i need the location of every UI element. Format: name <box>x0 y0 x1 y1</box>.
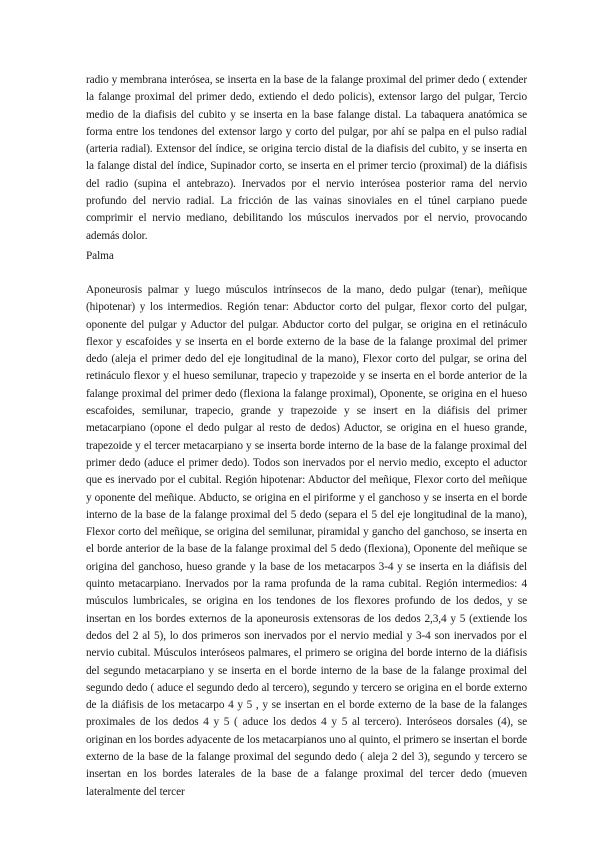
paragraph-palma: Aponeurosis palmar y luego músculos intrínsecos de la mano, dedo pulgar (tenar), meñique (hipotenar) y los intermedios. Región tenar: Abductor corto del pulgar, flexor corto del pulgar, oponente del pulgar y Aductor del pulgar. Abductor corto del pulgar, se origina en el retináculo flexor y escafoides y se inserta en el borde externo de la base de la falange proximal del primer dedo (aleja el primer dedo del eje longitudinal de la mano), Flexor corto del pulgar, se orina del retináculo flexor y el hueso semilunar, trapecio y trapezoide y se inserta en el borde anterior de la falange proximal del primer dedo (flexiona la falange proximal), Oponente, se origina en el hueso escafoides, semilunar, trapecio, grande y trapezoide y se insert en la diáfisis del primer metacarpiano (opone el dedo pulgar al resto de dedos) Aductor, se origina en el hueso grande, trapezoide y el tercer metacarpiano y se inserta borde interno de la base de la falange proximal del primer dedo (aduce el primer dedo). Todos son inervados por el nervio medio, excepto el aductor que es inervado por el cubital. Región hipotenar: Abductor del meñique, Flexor corto del meñique y oponente del meñique. Abducto, se origina en el piriforme y el ganchoso y se inserta en el borde interno de la base de la falange proximal del 5 dedo (separa el 5 del eje longitudinal de la mano), Flexor corto del meñique, se origina del semilunar, piramidal y gancho del ganchoso, se inserta en el borde anterior de la base de la falange proximal del 5 dedo (flexiona), Oponente del meñique se origina del ganchoso, hueso grande y la base de los metacarpos 3-4 y se inserta en la diáfisis del quinto metacarpiano. Inervados por la rama profunda de la rama cubital. Región intermedios: 4 músculos lumbricales, se origina en los tendones de los flexores profundo de los dedos, y se insertan en los bordes externos de la aponeurosis extensoras de los dedos 2,3,4 y 5 (extiende los dedos del 2 al 5), lo dos primeros son inervados por el nervio medial y 3-4 son inervados por el nervio cubital. Músculos interóseos palmares, el primero se origina del borde interno de la diáfisis del segundo metacarpiano y se inserta en el borde interno de la base de la falange proximal del segundo dedo ( aduce el segundo dedo al tercero), segundo y tercero se origina en el borde externo de la diáfisis de los metacarpo 4 y 5 , y se insertan en el borde externo de la base de la falanges proximales de los dedos 4 y 5 ( aduce los dedos 4 y 5 al tercero). Interóseos dorsales (4), se originan en los bordes adyacente de los metacarpianos uno al quinto, el primero se insertan el borde externo de la base de la falange proximal del segundo dedo ( aleja 2 del 3), segundo y tercero se insertan en los bordes laterales de la base de a falange proximal del tercer dedo (mueven lateralmente del tercer <box>86 284 527 798</box>
paragraph-extensors: radio y membrana interósea, se inserta en la base de la falange proximal del primer dedo ( extender la falange proximal del primer dedo, extiendo el dedo policis), extensor largo del pulgar, Tercio medio de la diafisis del cubito y se inserta en la base falange distal. La tabaquera anatómica se forma entre los tendones del extensor largo y corto del pulgar, por ahí se palpa en el pulso radial (arteria radial). Extensor del índice, se origina tercio distal de la diafisis del cubito, y se inserta en la falange distal del índice, Supinador corto, se inserta en el primer tercio (proximal) de la diáfisis del radio (supina el antebrazo). Inervados por el nervio interósea posterior rama del nervio profundo del nervio radial. La fricción de las vainas sinoviales en el túnel carpiano puede comprimir el nervio mediano, debilitando los músculos inervados por el nervio, provocando además dolor. <box>86 74 527 242</box>
section-heading: Palma <box>86 250 114 262</box>
